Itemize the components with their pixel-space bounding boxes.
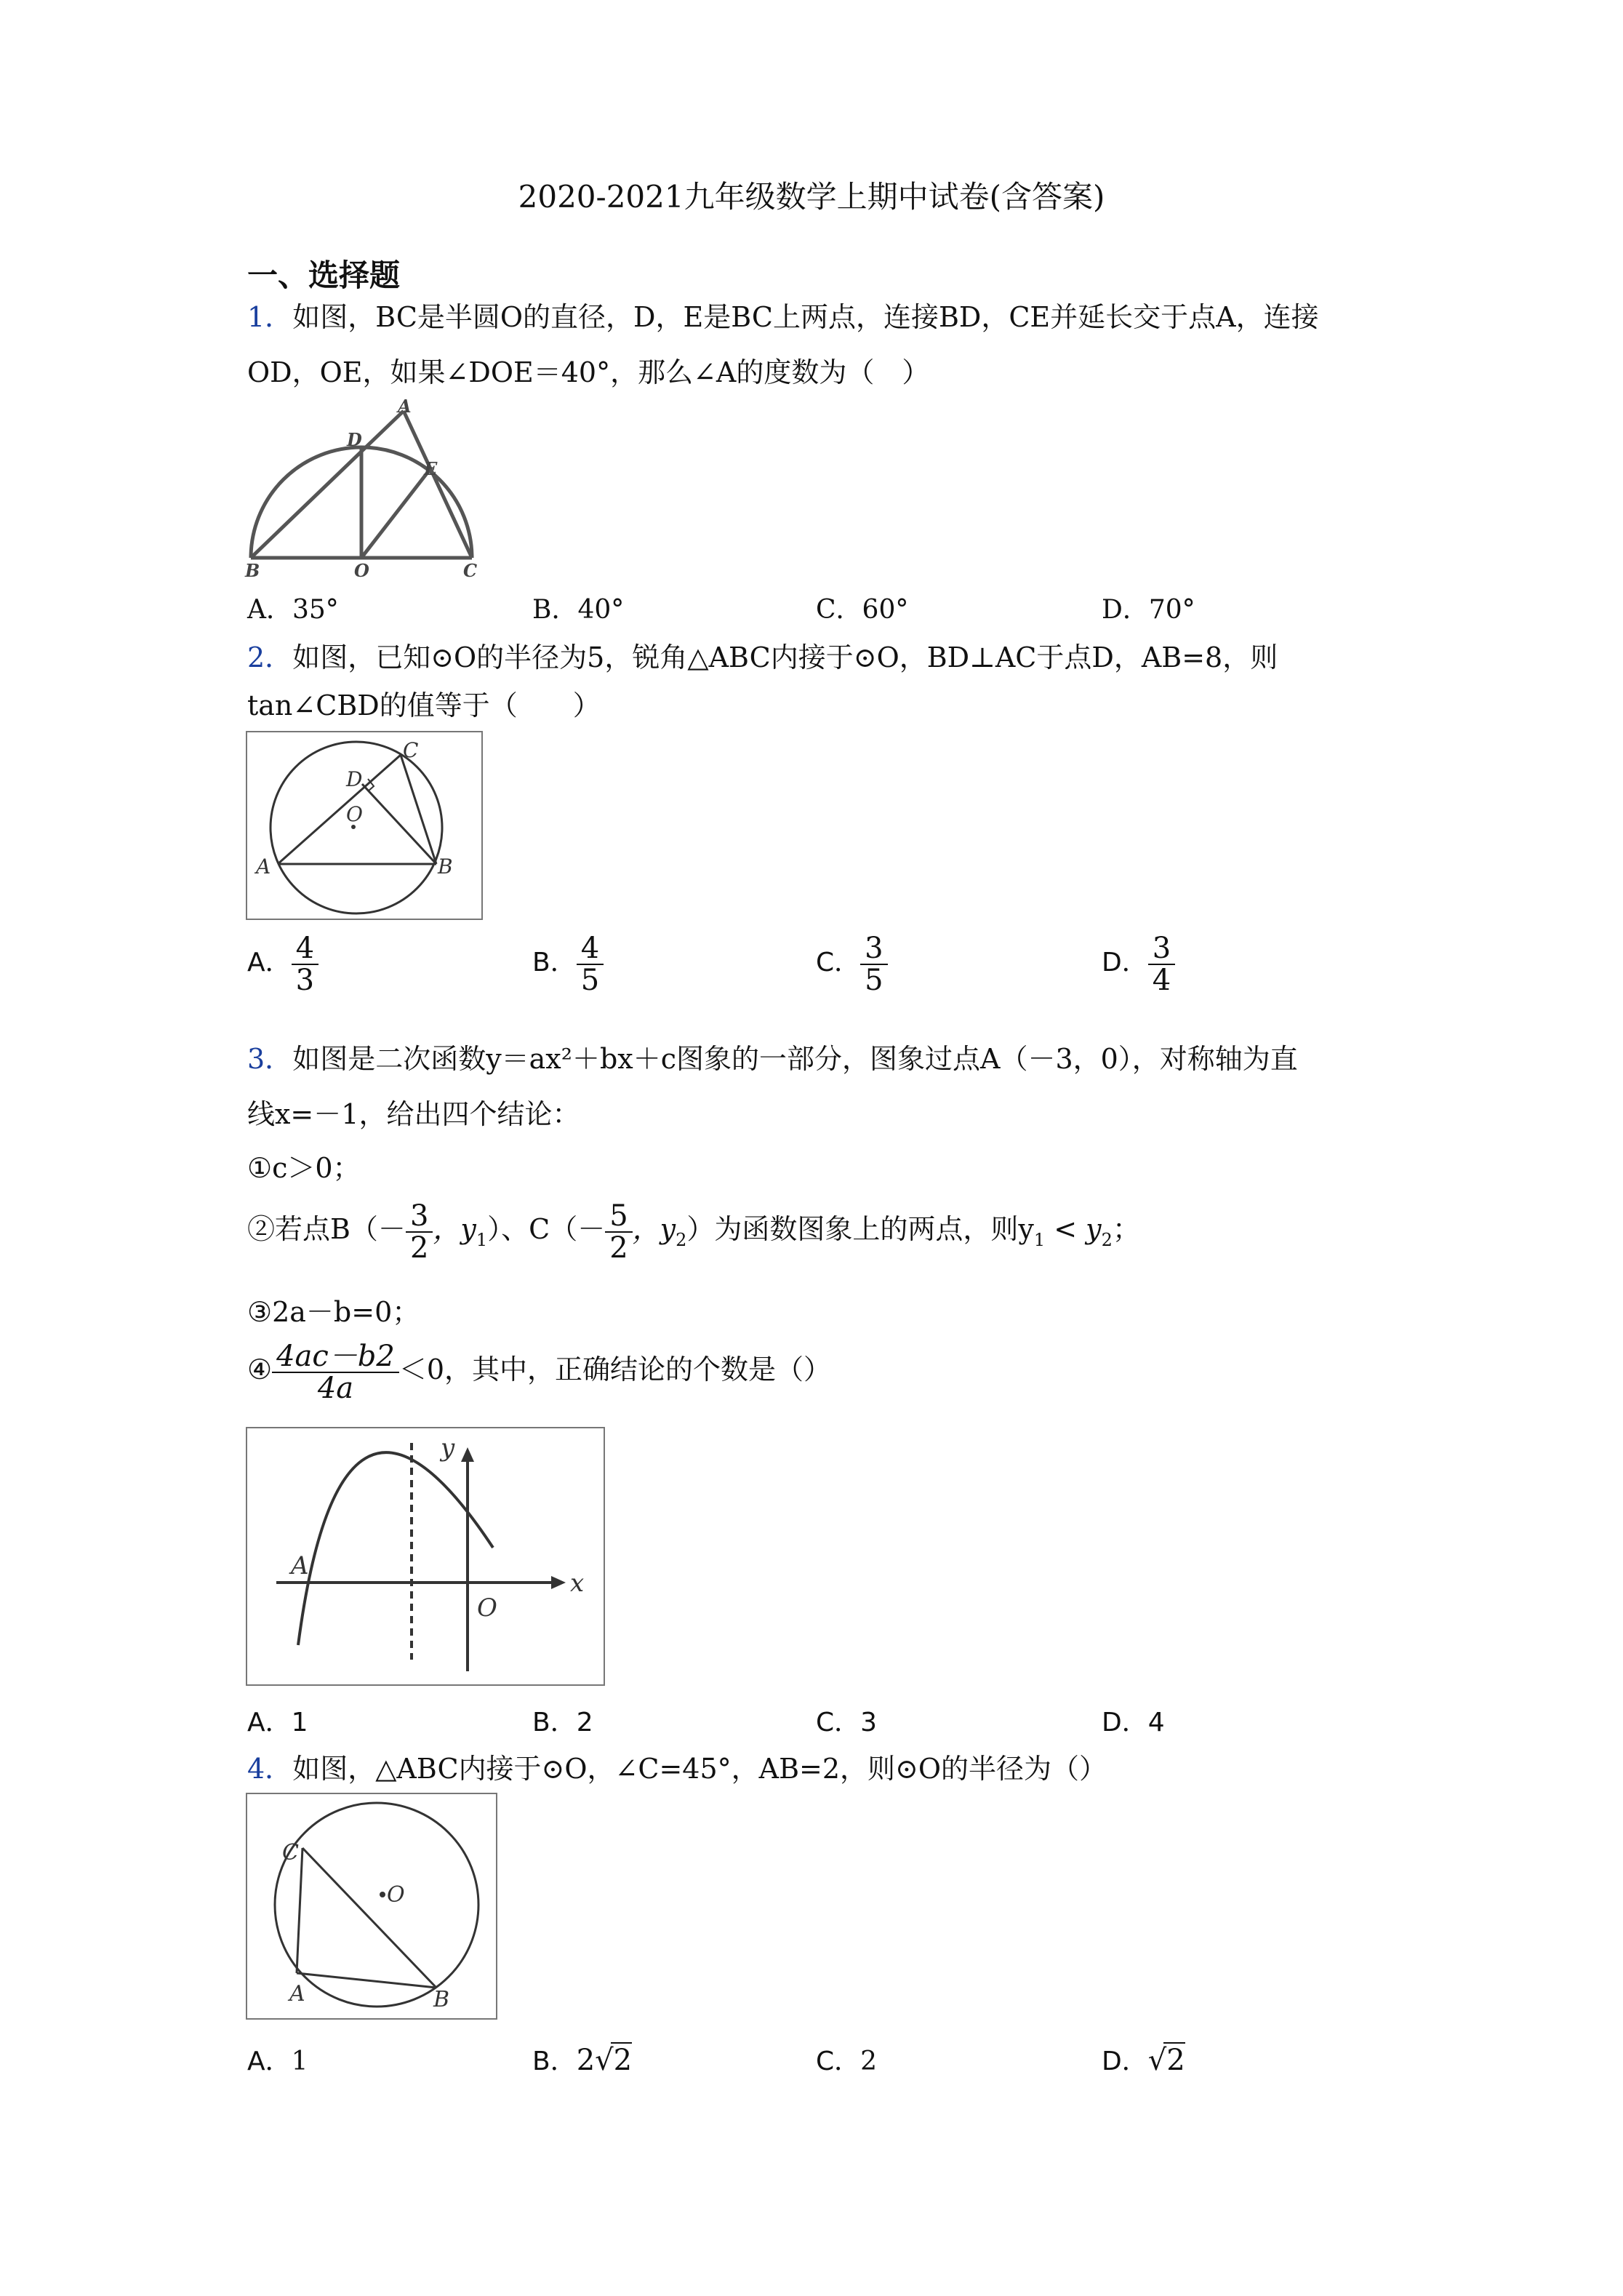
q2-line1: [247, 630, 1278, 685]
q4-option-d[interactable]: D．√2: [1102, 2044, 1185, 2077]
q3-c2-fraction-1: $\frac{3}{2}$: [406, 1201, 433, 1263]
q4-circle-figure: [246, 1793, 497, 2020]
q3-text-line2: 线x=－1，给出四个结论：: [247, 1098, 580, 1130]
q2-label-b: B: [438, 855, 453, 879]
q3-conclusion-2: ②若点B（－ $\frac{3}{2}$ ，$y_1$）、C（－ $\frac{5}{2}$ ，$y_2$）为函数图象上的两点，则$y_1 < y_2$；: [247, 1199, 1140, 1265]
q3-option-c[interactable]: C．3: [816, 1708, 878, 1737]
q4-line1: [247, 1741, 1107, 1796]
q3-c2-fraction-2: $\frac{5}{2}$: [605, 1201, 632, 1263]
q2-text-line2: tan∠CBD的值等于（ ）: [247, 689, 601, 721]
q3-label-x: x: [570, 1569, 585, 1598]
q3-label-a: A: [291, 1551, 309, 1580]
q3-option-a[interactable]: A．1: [247, 1708, 308, 1737]
q2-number: 2．: [247, 641, 293, 673]
q3-label-o: O: [477, 1593, 497, 1623]
q2-option-b-fraction: $\frac{4}{5}$: [577, 933, 604, 996]
q2-option-c[interactable]: C． $\frac{3}{5}$: [816, 933, 888, 996]
q1-option-a[interactable]: A．35°: [247, 595, 339, 625]
q2-option-a[interactable]: A． $\frac{4}{3}$: [247, 933, 318, 996]
q1-text-line2: OD，OE，如果∠DOE＝40°，那么∠A的度数为（ ）: [247, 356, 930, 388]
q3-number: 3．: [247, 1043, 293, 1075]
q1-label-a: A: [398, 396, 412, 417]
q1-option-d[interactable]: D．70°: [1102, 595, 1195, 625]
q3-conclusion-3: ③2a－b=0；: [247, 1296, 420, 1328]
q2-option-a-fraction: $\frac{4}{3}$: [292, 933, 318, 996]
q2-option-b[interactable]: B． $\frac{4}{5}$: [532, 933, 604, 996]
q4-label-b: B: [433, 1987, 450, 2012]
q1-text-line1: 如图，BC是半圆O的直径，D，E是BC上两点，连接BD，CE并延长交于点A，连接: [292, 301, 1319, 333]
q1-label-c: C: [463, 560, 478, 578]
q1-semicircle-figure: [244, 396, 484, 578]
q2-circle-figure: [246, 731, 483, 920]
q4-option-b[interactable]: B．2√2: [532, 2044, 633, 2077]
q2-label-d: D: [346, 767, 363, 791]
q2-text-line1: 如图，已知⊙O的半径为5，锐角△ABC内接于⊙O，BD⊥AC于点D，AB=8，则: [292, 641, 1278, 673]
q3-label-y: y: [441, 1433, 455, 1463]
q4-option-c[interactable]: C．2: [816, 2047, 878, 2076]
q2-label-a: A: [256, 855, 271, 879]
q4-text-line1: 如图，△ABC内接于⊙O，∠C=45°，AB=2，则⊙O的半径为（）: [292, 1753, 1107, 1785]
q3-c4-fraction: $\frac{4ac-b2}{4a}$: [272, 1341, 399, 1404]
q3-option-b[interactable]: B．2: [532, 1708, 593, 1737]
q3-text-line1: 如图是二次函数y＝ax²＋bx＋c图象的一部分，图象过点A（－3，0），对称轴为直: [292, 1043, 1298, 1075]
q3-conclusion-4: ④ $\frac{4ac-b2}{4a}$ ＜0，其中，正确结论的个数是（）: [247, 1339, 832, 1405]
q1-option-b[interactable]: B．40°: [532, 595, 625, 625]
q4-label-c: C: [282, 1840, 299, 1865]
q2-label-o: O: [346, 802, 363, 826]
q1-label-b: B: [245, 560, 260, 578]
q2-option-d-fraction: $\frac{3}{4}$: [1148, 933, 1175, 996]
section-heading: 一、选择题: [247, 257, 401, 293]
q2-option-d[interactable]: D． $\frac{3}{4}$: [1102, 933, 1175, 996]
q3-line1: [247, 1031, 1298, 1087]
q2-label-c: C: [403, 738, 419, 762]
q1-option-c[interactable]: C．60°: [816, 595, 909, 625]
q3-conclusion-1: ①c＞0；: [247, 1152, 361, 1184]
q1-label-e: E: [424, 458, 438, 479]
page-title: 2020-2021九年级数学上期中试卷(含答案): [518, 179, 1105, 215]
q4-label-o: O: [387, 1882, 405, 1908]
q1-line1: [247, 289, 1319, 345]
q1-label-d: D: [347, 429, 362, 450]
q3-option-d[interactable]: D．4: [1102, 1708, 1165, 1737]
q1-number: 1．: [247, 301, 293, 333]
q4-label-a: A: [289, 1981, 305, 2007]
q3-parabola-figure: [246, 1427, 605, 1686]
q2-option-c-fraction: $\frac{3}{5}$: [860, 933, 887, 996]
q1-label-o: O: [354, 560, 369, 578]
q4-option-a[interactable]: A．1: [247, 2047, 308, 2076]
q4-number: 4．: [247, 1753, 293, 1785]
